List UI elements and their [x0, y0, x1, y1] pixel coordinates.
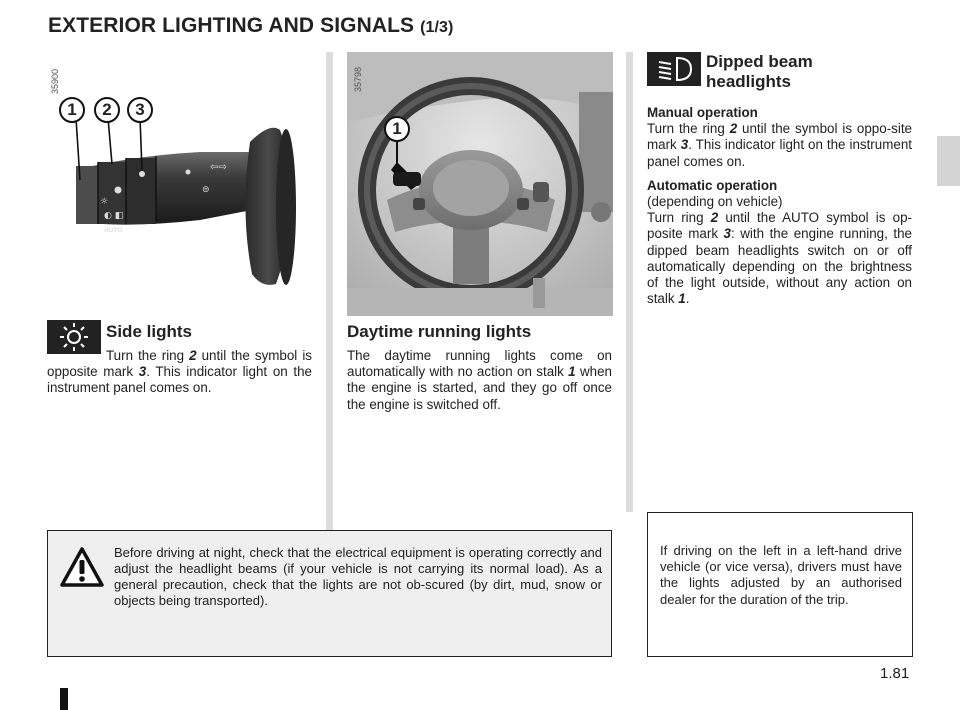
svg-text:⊜: ⊜ [202, 185, 210, 195]
svg-text:◐ ◧: ◐ ◧ [104, 211, 124, 221]
column-divider-right [626, 52, 633, 512]
auto-ref-3: 3 [723, 226, 731, 242]
side-lights-text [47, 348, 312, 397]
side-lights-heading: Side lights [106, 322, 192, 341]
warning-text: Before driving at night, check that the electrical equipment is operating correctly and adjust the headlight beams (if your vehicle is not carrying its normal load). As a general precaution, check that the lights are not ob-scured (by dirt, mud, snow or objects being transported). [114, 545, 602, 608]
manual-operation-title: Manual operation [647, 105, 758, 120]
svg-text:☼: ☼ [100, 197, 109, 207]
stalk-figure [40, 52, 322, 314]
auto-text-1: Turn ring [647, 210, 711, 226]
wheel-callout-1: 1 [384, 116, 410, 142]
side-lights-ref-2: 2 [189, 348, 197, 363]
note-text: If driving on the left in a left-hand drive vehicle (or vice versa), drivers must have the lights adjusted by an authorised dealer for the duration of the trip. [660, 543, 902, 607]
stalk-auto-label: AUTO [104, 227, 123, 234]
dipped-beam-heading-line-2: headlights [706, 72, 792, 91]
manual-text-1: Turn the ring [647, 121, 730, 137]
dipped-beam-icon [647, 52, 701, 86]
side-lights-text-2: until the symbol is opposite mark [47, 348, 312, 380]
stalk-callout-2: 2 [94, 97, 120, 123]
auto-text-4: . [685, 291, 690, 307]
stalk-illustration [40, 52, 322, 314]
stalk-callout-1: 1 [59, 97, 85, 123]
manual-text-2: until the symbol is oppo-site mark [647, 121, 913, 153]
page-number: 1.81 [880, 665, 910, 682]
side-lights-text-3: . This indicator light on the instrument panel comes on. [47, 364, 312, 396]
dipped-beam-text [647, 105, 912, 307]
wheel-figure-code: 35798 [353, 66, 363, 92]
side-lights-ref-3: 3 [138, 364, 147, 380]
auto-text-3: : with the engine running, the dipped beam headlights switch on or off automatically depending on the brightness of the light outside, without any action on stalk [647, 226, 912, 307]
page-edge-marker [60, 688, 68, 710]
auto-ref-2: 2 [710, 210, 719, 226]
svg-text:⇦⇨: ⇦⇨ [210, 162, 227, 173]
drl-text [347, 348, 612, 413]
steering-wheel-illustration [347, 52, 613, 316]
page-title-part: (1/3) [420, 19, 454, 36]
auto-ref-1: 1 [678, 291, 686, 307]
manual-ref-2: 2 [729, 121, 738, 137]
manual-ref-3: 3 [680, 137, 689, 153]
warning-triangle-icon [60, 547, 104, 587]
automatic-operation-subtitle: (depending on vehicle) [647, 194, 783, 210]
auto-text-2: until the AUTO symbol is op-posite mark [647, 210, 912, 242]
warning-box [47, 530, 612, 657]
page-title-main: EXTERIOR LIGHTING AND SIGNALS [48, 14, 415, 37]
page-title [48, 14, 453, 38]
drl-ref-1: 1 [568, 364, 576, 380]
drl-heading: Daytime running lights [347, 322, 532, 341]
dipped-beam-heading [706, 52, 813, 92]
column-divider-left [326, 52, 333, 532]
stalk-figure-code: 35900 [50, 68, 60, 94]
note-box [647, 512, 913, 657]
side-lights-text-1: Turn the ring [106, 348, 190, 363]
drl-text-2: when the engine is started, and they go off once the engine is switched off. [347, 364, 612, 412]
stalk-callout-3: 3 [127, 97, 153, 123]
wheel-figure [347, 52, 613, 316]
drl-text-1: The daytime running lights come on automatically with no action on stalk [347, 348, 612, 380]
chapter-tab-marker [937, 136, 960, 186]
automatic-operation-title: Automatic operation [647, 177, 778, 193]
manual-text-3: . This indicator light on the instrument panel comes on. [647, 137, 912, 169]
dipped-beam-heading-line-1: Dipped beam [706, 52, 813, 71]
